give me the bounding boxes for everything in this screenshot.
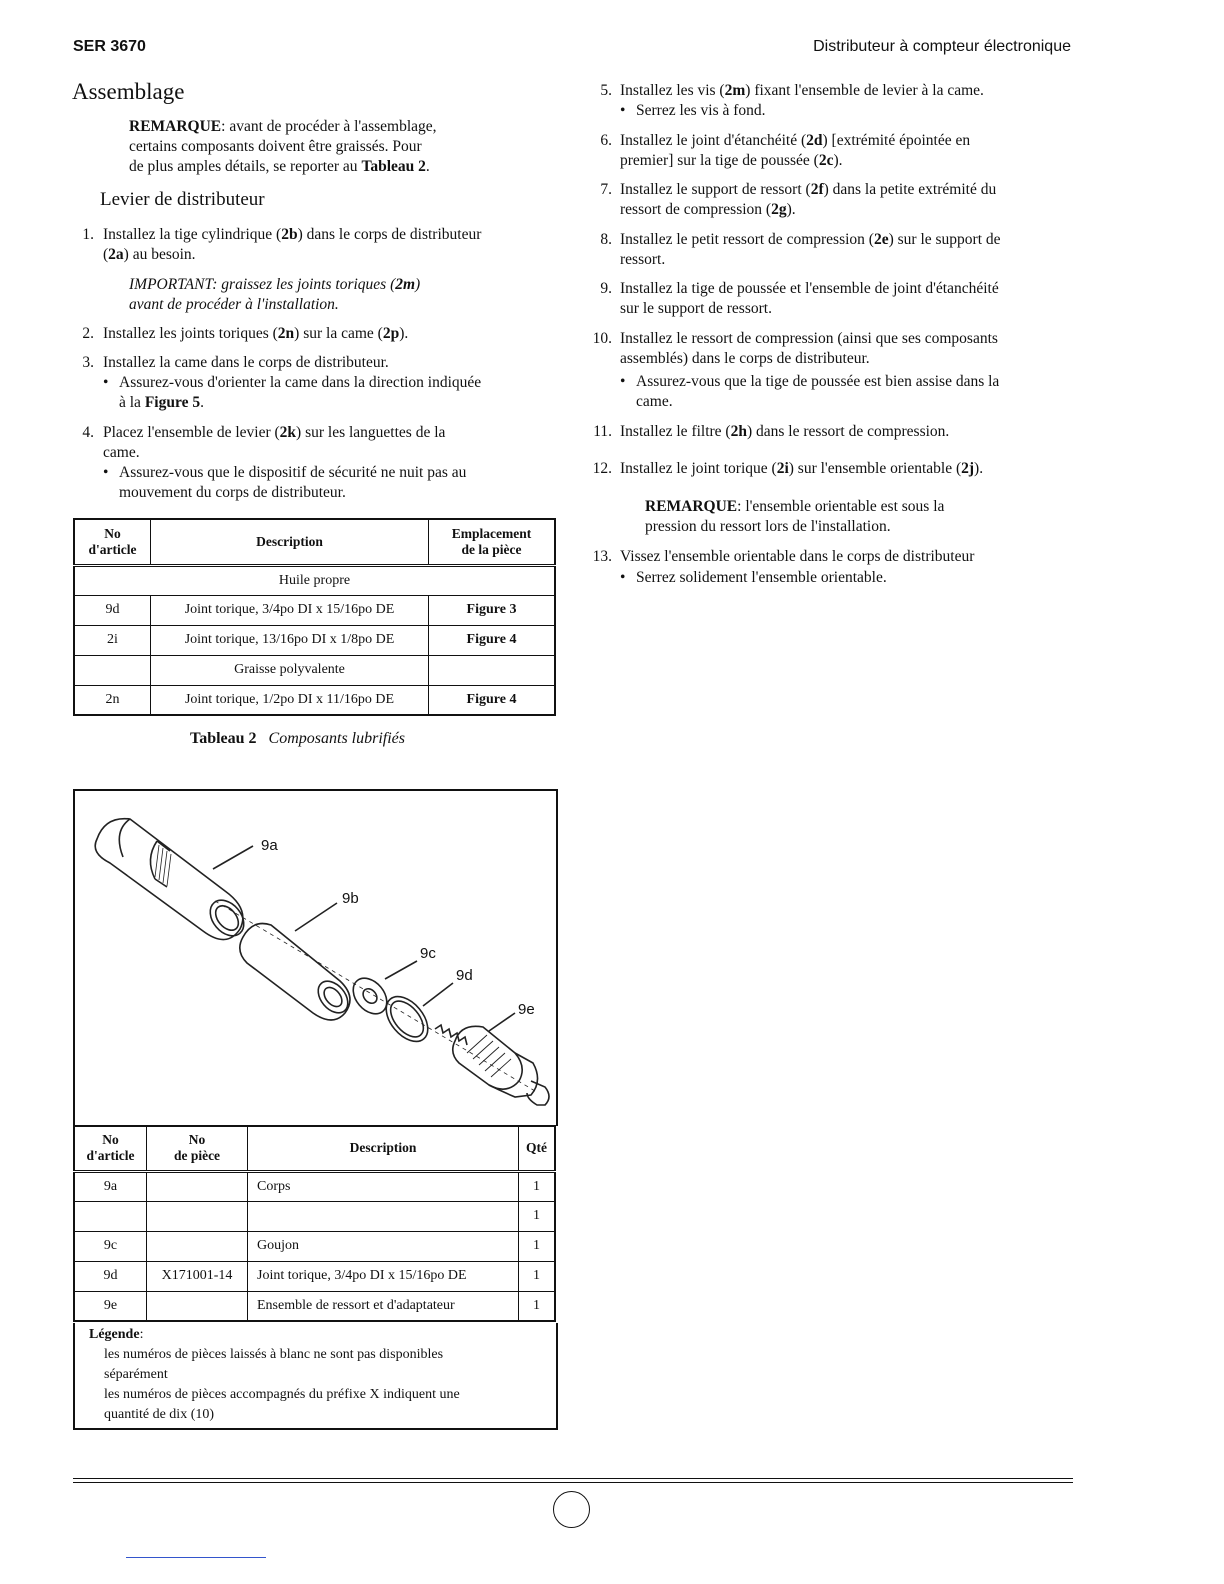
section-grease: Graisse polyvalente	[151, 655, 429, 685]
step-7: Installez le support de ressort (2f) dans la petite extrémité du ressort de compression (2g).	[620, 181, 997, 218]
step-5: Installez les vis (2m) fixant l'ensemble de levier à la came.	[620, 82, 984, 99]
bullet-dot: •	[103, 374, 109, 391]
footer-link-line	[126, 1557, 266, 1558]
doc-code: SER 3670	[73, 38, 146, 55]
oring-9d-inner	[384, 995, 429, 1043]
table-header-row	[74, 1126, 555, 1171]
cell-desc: Ensemble de ressort et d'adaptateur	[248, 1291, 519, 1321]
body-9a-bore-inner	[211, 901, 243, 934]
note-block	[129, 117, 437, 177]
table-row	[74, 625, 555, 655]
step-3-bullet: Assurez-vous d'orienter la came dans la direction indiquée à la Figure 5.	[119, 374, 482, 411]
cell-desc: Joint torique, 13/16po DI x 1/8po DE	[151, 625, 429, 655]
cell-qty: 1	[519, 1231, 556, 1261]
step-number: 7.	[600, 181, 612, 198]
step-8: Installez le petit ressort de compression (2e) sur le support de ressort.	[620, 231, 1001, 268]
col-desc-header: Description	[248, 1126, 519, 1171]
step-number: 11.	[593, 423, 612, 440]
cell-part	[147, 1201, 248, 1231]
table-header-row	[74, 519, 555, 565]
doc-title: Distributeur à compteur électronique	[813, 38, 1071, 55]
adapter-9e-hex	[489, 1053, 538, 1097]
cell-qty: 1	[519, 1261, 556, 1291]
step-number: 3.	[82, 354, 94, 371]
table-row	[74, 595, 555, 625]
col-description-header: Description	[151, 519, 429, 565]
bullet-dot: •	[103, 464, 109, 481]
cell-loc	[429, 655, 556, 685]
parts-table	[73, 1125, 556, 1322]
cell-no	[74, 655, 151, 685]
cell-qty: 1	[519, 1171, 556, 1201]
cell-part: X171001-14	[147, 1261, 248, 1291]
step-9: Installez la tige de poussée et l'ensemble de joint d'étanchéité sur le support de ressort.	[620, 280, 999, 317]
body-9a-band	[150, 841, 157, 879]
step-12: Installez le joint torique (2i) sur l'ensemble orientable (2j).	[620, 460, 984, 477]
cell-item: 9e	[74, 1291, 147, 1321]
legend-text: Légende: les numéros de pièces laissés à blanc ne sont pas disponibles séparément les numéros de pièces accompagnés du préfixe X indiquent une quantité de dix (10)	[89, 1327, 460, 1422]
note-block-right: REMARQUE: l'ensemble orientable est sous la pression du ressort lors de l'installation.	[645, 498, 945, 535]
step-3: Installez la came dans le corps de distributeur.	[103, 354, 389, 371]
leader-9b	[295, 903, 337, 931]
bullet-dot: •	[620, 373, 626, 390]
cell-qty: 1	[519, 1291, 556, 1321]
step-10: Installez le ressort de compression (ainsi que ses composants assemblés) dans le corps de distributeur.	[620, 330, 998, 367]
cell-desc: Corps	[248, 1171, 519, 1201]
step-6: Installez le joint d'étanchéité (2d) [extrémité épointée en premier] sur la tige de poussée (2c).	[620, 132, 971, 169]
lubricated-components-table	[73, 518, 556, 716]
cell-desc: Joint torique, 3/4po DI x 15/16po DE	[248, 1261, 519, 1291]
label-9a: 9a	[261, 837, 278, 854]
cell-item: 9a	[74, 1171, 147, 1201]
adapter-9e-nipple	[527, 1081, 549, 1105]
exploded-assembly-drawing	[75, 791, 556, 1126]
step-4: Placez l'ensemble de levier (2k) sur les languettes de la came.	[103, 424, 446, 461]
subsection-title: Levier de distributeur	[100, 189, 265, 210]
cell-item: 9c	[74, 1231, 147, 1261]
cell-part	[147, 1231, 248, 1261]
cell-desc: Joint torique, 3/4po DI x 15/16po DE	[151, 595, 429, 625]
step-number: 6.	[600, 132, 612, 149]
step-13: Vissez l'ensemble orientable dans le corps de distributeur	[620, 548, 975, 565]
note-text: .	[425, 158, 430, 175]
table-row	[74, 1201, 555, 1231]
section-title: Assemblage	[72, 79, 185, 104]
bullet-dot: •	[620, 102, 626, 119]
step-number: 9.	[600, 280, 612, 297]
step-1: Installez la tige cylindrique (2b) dans le corps de distributeur (2a) au besoin.	[103, 226, 482, 263]
spring-9e	[435, 1025, 467, 1045]
table-row	[74, 655, 555, 685]
step-number: 5.	[600, 82, 612, 99]
cell-desc: Goujon	[248, 1231, 519, 1261]
seal-9c-hole	[360, 986, 379, 1006]
step-11: Installez le filtre (2h) dans le ressort de compression.	[620, 423, 950, 440]
leader-9a	[213, 846, 253, 869]
important-note: IMPORTANT: graissez les joints toriques (2m) avant de procéder à l'installation.	[129, 276, 421, 313]
cell-desc	[248, 1201, 519, 1231]
leader-9e	[489, 1013, 515, 1031]
step-2: Installez les joints toriques (2n) sur la came (2p).	[103, 325, 409, 342]
thread-lines	[467, 1035, 511, 1077]
section-oil: Huile propre	[74, 565, 555, 595]
note-text: certains composants doivent être graissés. Pour	[129, 138, 422, 155]
cell-no: 9d	[74, 595, 151, 625]
cell-qty: 1	[519, 1201, 556, 1231]
step-number: 1.	[82, 226, 94, 243]
table-row	[74, 1261, 555, 1291]
axis-line	[215, 901, 535, 1091]
page-number-circle	[553, 1491, 590, 1528]
step-number: 10.	[592, 330, 612, 347]
footer-rule	[73, 1482, 1073, 1483]
table-row	[74, 1291, 555, 1321]
col-item-header: No d'article	[74, 1126, 147, 1171]
cell-desc: Joint torique, 1/2po DI x 11/16po DE	[151, 685, 429, 715]
stud-9b-end	[312, 975, 354, 1018]
legend-box	[73, 1323, 558, 1430]
table-row	[74, 685, 555, 715]
table-row	[74, 1171, 555, 1201]
step-10-bullet: Assurez-vous que la tige de poussée est bien assise dans la came.	[636, 373, 1000, 410]
col-part-header: No de pièce	[147, 1126, 248, 1171]
leader-9d	[423, 983, 453, 1006]
note-text: : avant de procéder à l'assemblage,	[221, 118, 437, 135]
cell-no: 2n	[74, 685, 151, 715]
col-item-header: No d'article	[74, 519, 151, 565]
cell-part	[147, 1291, 248, 1321]
note-label: REMARQUE	[129, 118, 222, 135]
label-9c: 9c	[420, 945, 436, 962]
body-9a-band	[119, 819, 130, 857]
label-9d: 9d	[456, 967, 473, 984]
step-number: 2.	[82, 325, 94, 342]
table-caption: Tableau 2 Composants lubrifiés	[190, 730, 406, 747]
step-4-bullet: Assurez-vous que le dispositif de sécurité ne nuit pas au mouvement du corps de distributeur.	[119, 464, 467, 501]
label-9e: 9e	[518, 1001, 535, 1018]
table-row	[74, 1231, 555, 1261]
cell-loc: Figure 4	[429, 685, 556, 715]
footer-rule	[73, 1478, 1073, 1479]
cell-item	[74, 1201, 147, 1231]
col-qty-header: Qté	[519, 1126, 556, 1171]
cell-loc: Figure 4	[429, 625, 556, 655]
cell-item: 9d	[74, 1261, 147, 1291]
step-number: 12.	[592, 460, 612, 477]
step-number: 4.	[82, 424, 94, 441]
cell-part	[147, 1171, 248, 1201]
col-location-header: Emplacement de la pièce	[429, 519, 556, 565]
table-ref: Tableau 2	[361, 158, 426, 175]
leader-9c	[385, 961, 417, 979]
table-row	[74, 565, 555, 595]
bullet-dot: •	[620, 569, 626, 586]
step-number: 8.	[600, 231, 612, 248]
figure-box	[73, 789, 558, 1126]
step-number: 13.	[592, 548, 612, 565]
note-text: de plus amples détails, se reporter au	[129, 158, 362, 175]
label-9b: 9b	[342, 890, 359, 907]
step-5-bullet: Serrez les vis à fond.	[636, 102, 766, 119]
step-13-bullet: Serrez solidement l'ensemble orientable.	[636, 569, 887, 586]
cell-loc: Figure 3	[429, 595, 556, 625]
body-9a-outline	[95, 819, 243, 940]
cell-no: 2i	[74, 625, 151, 655]
